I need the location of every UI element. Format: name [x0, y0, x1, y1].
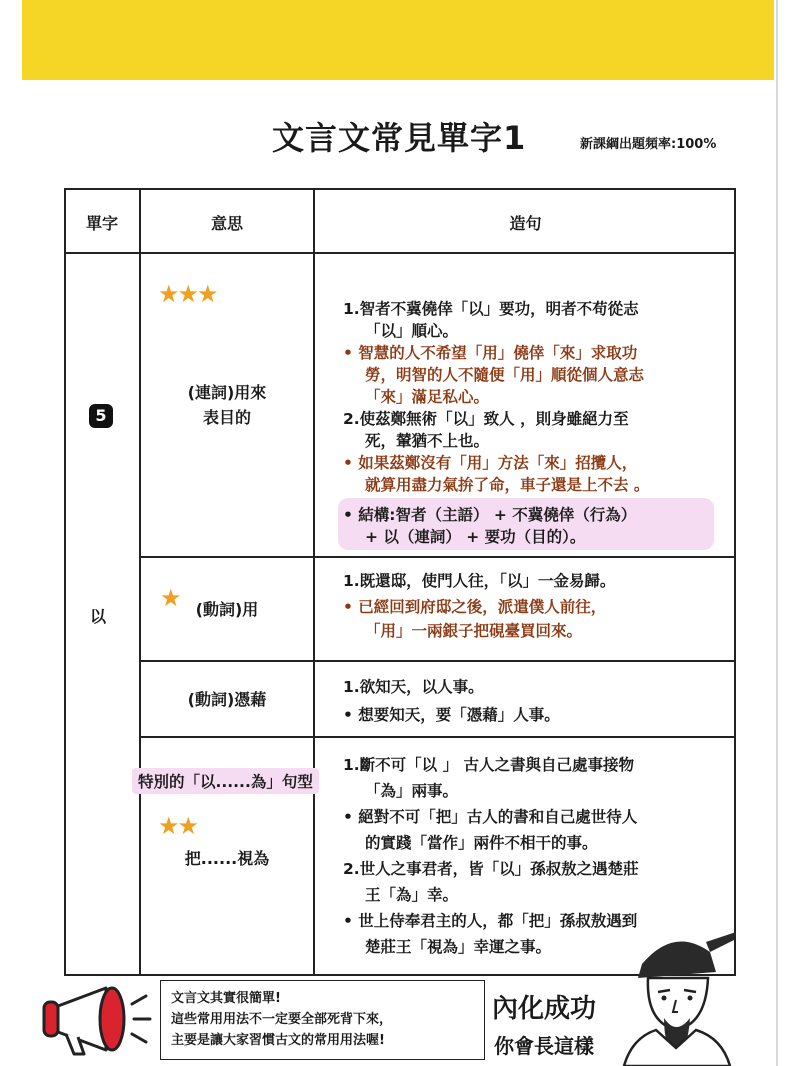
footer-note	[160, 980, 485, 1060]
example-line: • 想要知天，要「憑藉」人事。	[343, 706, 560, 724]
col-divider-2	[313, 188, 315, 976]
translation-line: 楚莊王「視為」幸運之事。	[365, 938, 552, 956]
translation-line: • 世上侍奉君主的人，都「把」孫叔敖遇到	[343, 912, 638, 930]
frequency-note: 新課綱出題頻率:100%	[580, 137, 717, 152]
translation-line: • 如果茲鄭沒有「用」方法「來」招攬人，	[343, 454, 638, 472]
page-edge	[776, 0, 778, 1066]
top-banner	[22, 0, 774, 80]
example-line: 1.欲知天，以人事。	[343, 678, 484, 696]
example-line: 2.使茲鄭無術「以」致人 ，則身雖絕力至	[343, 410, 629, 428]
structure-line: + 以（連詞） + 要功（目的）。	[365, 528, 586, 546]
header-example: 造句	[509, 214, 542, 233]
footer-line: 主要是讓大家習慣古文的常用用法喔!	[171, 1033, 385, 1048]
footer-line: 文言文其實很簡單!	[171, 991, 281, 1006]
structure-line: • 結構:智者（主語） + 不冀僥倖（行為）	[343, 506, 637, 524]
row-divider-3	[139, 736, 736, 738]
number-badge: 5	[89, 404, 113, 428]
example-line: 「為」兩事。	[365, 782, 459, 800]
examples-row-1	[343, 298, 649, 548]
translation-line: • 絕對不可「把」古人的書和自己處世待人	[343, 808, 638, 826]
example-line: 1.智者不冀僥倖「以」要功，明者不苟從志	[343, 300, 639, 318]
meaning-line: 表目的	[202, 408, 251, 427]
example-line: 1.斷不可「以 」 古人之書與自己處事接物	[343, 756, 634, 774]
scholar-illustration	[612, 926, 742, 1066]
translation-line: 的實踐「當作」兩件不相干的事。	[365, 834, 598, 852]
meaning-row-1	[141, 380, 313, 430]
header-char: 單字	[85, 214, 118, 233]
footer-line: 這些常用用法不一定要全部死背下來，	[171, 1012, 393, 1027]
translation-line: • 智慧的人不希望「用」僥倖「來」求取功	[343, 344, 638, 362]
row-divider-2	[139, 660, 736, 662]
example-line: 王「為」幸。	[365, 886, 459, 904]
meaning-row-4: 把......視為	[184, 849, 270, 868]
translation-line: • 已經回到府邸之後，派遣僕人前往，	[343, 598, 607, 616]
row-divider-1	[139, 556, 736, 558]
page-title: 文言文常見單字1	[272, 119, 527, 157]
example-line: 2.世人之事君者，皆「以」孫叔敖之遇楚莊	[343, 860, 639, 878]
star-icon: ★	[160, 584, 180, 612]
slogan-main: 內化成功	[492, 994, 597, 1024]
star-icon: ★★★	[158, 280, 217, 308]
translation-line: 勞，明智的人不隨便「用」順從個人意志	[365, 366, 645, 384]
header-meaning: 意思	[210, 214, 243, 233]
example-line: 「以」順心。	[365, 322, 459, 340]
vocab-character: 以	[90, 607, 107, 626]
slogan-sub: 你會長這樣	[494, 1034, 594, 1058]
meaning-row-3: (動詞)憑藉	[187, 690, 267, 709]
example-line: 死，輦猶不上也。	[365, 432, 490, 450]
megaphone-icon	[36, 982, 154, 1058]
example-line: 1.既還邸，使門人往，「以」一金易歸。	[343, 572, 616, 590]
header-divider	[64, 252, 736, 254]
special-pattern-label: 特別的「以......為」句型	[132, 768, 319, 794]
examples-row-4	[343, 752, 639, 960]
translation-line: 「來」滿足私心。	[365, 388, 490, 406]
examples-row-2	[343, 570, 615, 642]
translation-line: 「用」一兩銀子把硯臺買回來。	[365, 622, 583, 640]
meaning-line: (連詞)用來	[187, 383, 267, 402]
examples-row-3	[343, 676, 560, 726]
meaning-row-2: (動詞)用	[195, 600, 259, 619]
translation-line: 就算用盡力氣拚了命，車子還是上不去 。	[365, 476, 650, 494]
star-icon: ★★	[158, 812, 198, 840]
